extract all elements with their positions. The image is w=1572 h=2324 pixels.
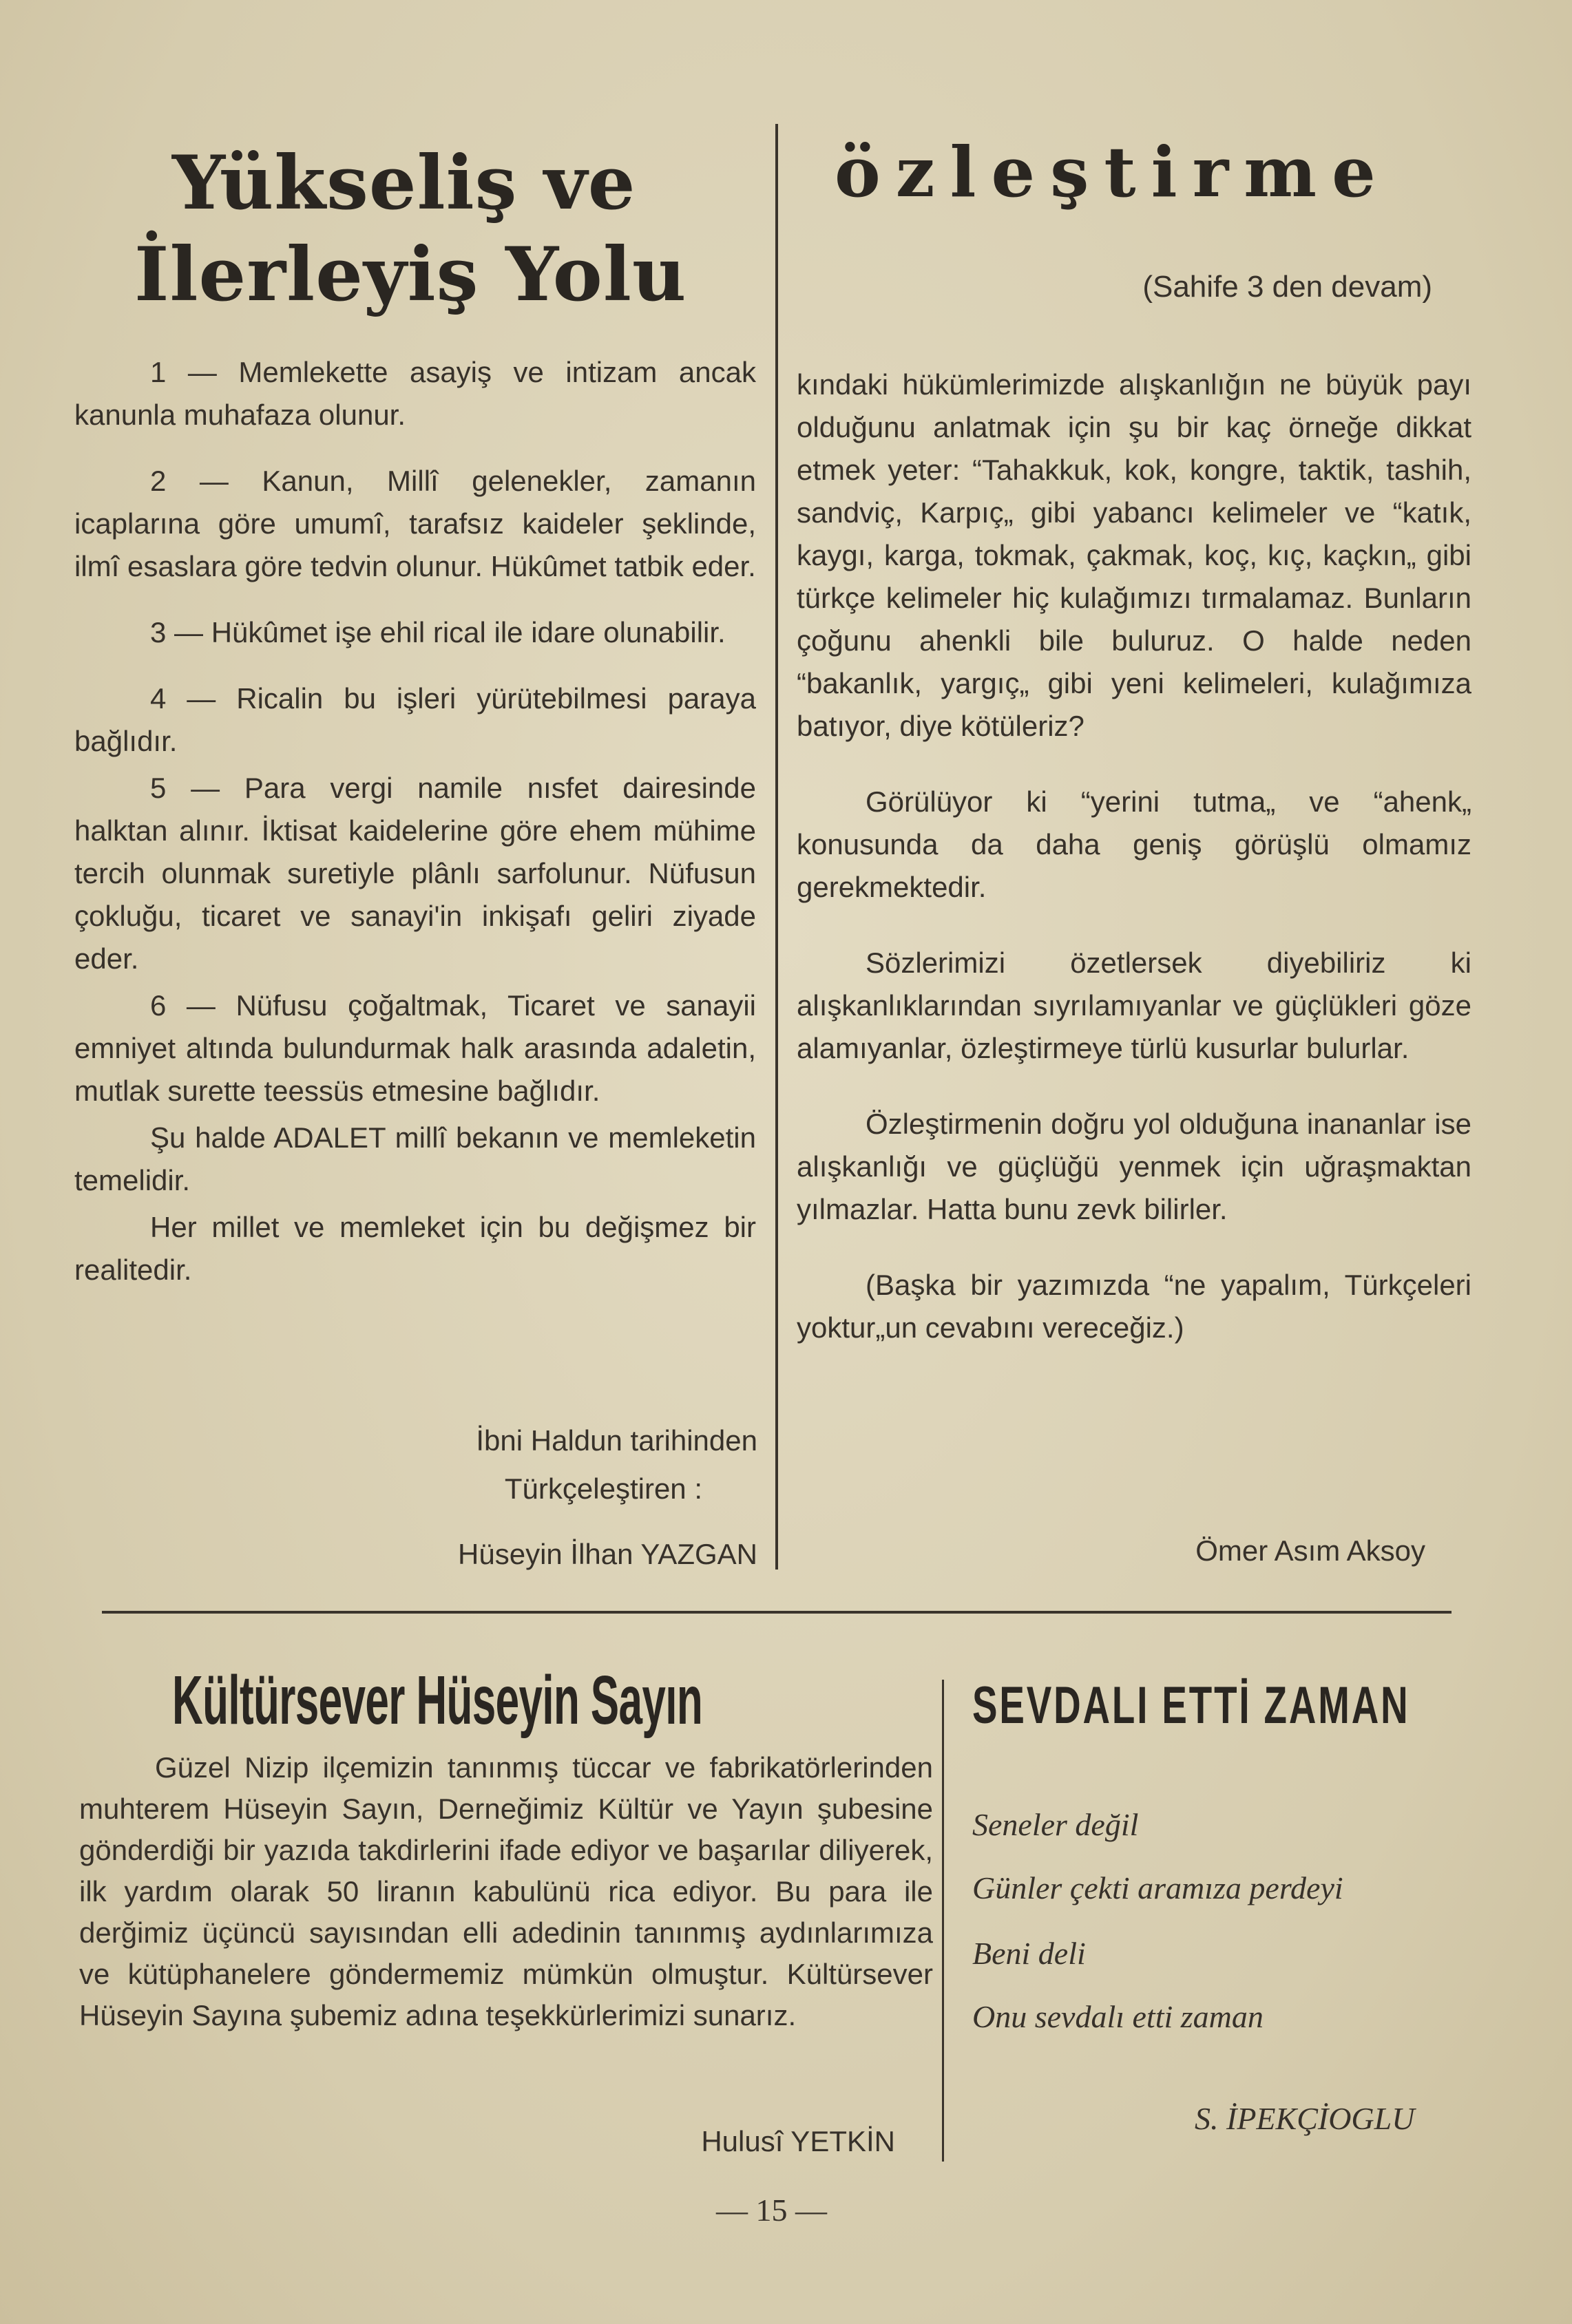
left-article-title-line2: İlerleyiş Yolu xyxy=(134,231,687,318)
left-paragraph-1: 1 — Memlekette asayiş ve intizam ancak kanunla muhafaza olunur. xyxy=(74,356,756,431)
right-article-continued: (Sahife 3 den devam) xyxy=(1142,270,1432,304)
bottom-left-title: Kültürsever Hüseyin Sayın xyxy=(172,1662,703,1739)
right-article-body xyxy=(797,363,1471,1349)
left-paragraph-5: 5 — Para vergi namile nısfet dairesinde halktan alınır. İktisat kaidelerine göre ehem mühime tercih olunmak suretiyle plânlı sarfolunur. Nüfusun çokluğu, ticaret ve sanayi'in inkişafı geliri ziyade eder. xyxy=(74,772,756,975)
column-divider-top xyxy=(775,124,778,1570)
bottom-left-paragraph: Güzel Nizip ilçemizin tanınmış tüccar ve fabrikatörlerinden muhterem Hüseyin Sayın, Derneğimiz Kültür ve Yayın şubesine gönderdiği bir yazıda takdirlerini ifade ediyor ve başarılar diliyerek, ilk yardım olarak 50 liranın kabulünü rica ediyor. Bu para ile derğimiz üçüncü sayısından elli adedinin tanınmış aydınlarımıza ve kütüphanelere göndermemiz mümkün olmuştur. Kültürsever Hüseyin Sayına şubemiz adına teşekkürlerimizi sunarız. xyxy=(79,1751,933,2031)
section-divider xyxy=(102,1611,1452,1614)
poem-line-3: Beni deli xyxy=(972,1936,1086,1971)
right-paragraph-4: Özleştirmenin doğru yol olduğuna inananlar ise alışkanlığı ve güçlüğü yenmek için uğraşmaktan yılmazlar. Hatta bunu zevk bilirler. xyxy=(797,1108,1471,1225)
right-paragraph-2: Görülüyor ki “yerini tutma„ ve “ahenk„ konusunda da daha geniş görüşlü olmamız gerekmektedir. xyxy=(797,785,1471,903)
left-author: Hüseyin İlhan YAZGAN xyxy=(458,1538,757,1570)
left-source-line2: Türkçeleştiren : xyxy=(504,1472,702,1505)
left-paragraph-4: 4 — Ricalin bu işleri yürütebilmesi paraya bağlıdır. xyxy=(74,682,756,757)
right-paragraph-5: (Başka bir yazımızda “ne yapalım, Türkçeleri yoktur„un cevabını vereceğiz.) xyxy=(797,1269,1471,1344)
right-author: Ömer Asım Aksoy xyxy=(1195,1534,1425,1567)
right-paragraph-1: kındaki hükümlerimizde alışkanlığın ne büyük payı olduğunu anlatmak için şu bir kaç örneğe dikkat etmek yeter: “Tahakkuk, kok, kongre, taktik, tashih, sandviç, Karpıç„ gibi yabancı kelimeler ve “katık, kaygı, karga, tokmak, çakmak, koç, kıç, kaçkın„ gibi türkçe kelimeler hiç kulağımızı tırmalamaz. Bunların çoğunu ahenkli bile buluruz. O halde neden “bakanlık, yargıç„ gibi yeni kelimeleri, kulağımıza batıyor, diye kötüleriz? xyxy=(797,368,1471,742)
left-paragraph-8: Her millet ve memleket için bu değişmez bir realitedir. xyxy=(74,1211,756,1286)
page-number: — 15 — xyxy=(716,2193,827,2228)
poem-line-1: Seneler değil xyxy=(972,1807,1139,1842)
poem-line-4: Onu sevdalı etti zaman xyxy=(972,1999,1264,2034)
column-divider-bottom xyxy=(942,1680,944,2162)
left-article-title-line1: Yükseliş ve xyxy=(172,140,636,226)
bottom-left-author: Hulusî YETKİN xyxy=(701,2125,895,2157)
left-paragraph-2: 2 — Kanun, Millî gelenekler, zamanın icaplarına göre umumî, tarafsız kaideler şeklinde, ilmî esaslara göre tedvin olunur. Hükûmet tatbik eder. xyxy=(74,465,756,582)
left-paragraph-3: 3 — Hükûmet işe ehil rical ile idare olunabilir. xyxy=(150,616,726,648)
poem-line-2: Günler çekti aramıza perdeyi xyxy=(972,1870,1343,1905)
bottom-right-title: SEVDALI ETTİ ZAMAN xyxy=(972,1676,1410,1735)
right-paragraph-3: Sözlerimizi özetlersek diyebiliriz ki alışkanlıklarından sıyrılamıyanlar ve güçlükleri göze alamıyanlar, özleştirmeye türlü kusurlar bulurlar. xyxy=(797,947,1471,1064)
left-paragraph-7: Şu halde ADALET millî bekanın ve memleketin temelidir. xyxy=(74,1121,756,1196)
right-article-title: özleştirme xyxy=(835,131,1391,213)
left-paragraph-6: 6 — Nüfusu çoğaltmak, Ticaret ve sanayii emniyet altında bulundurmak halk arasında adaletin, mutlak surette teessüs etmesine bağlıdır. xyxy=(74,989,756,1107)
left-source-line1: İbni Haldun tarihinden xyxy=(476,1424,757,1457)
bottom-left-body xyxy=(79,1747,933,2036)
left-article-body xyxy=(74,351,756,1291)
bottom-right-author: S. İPEKÇİOGLU xyxy=(1195,2101,1415,2136)
